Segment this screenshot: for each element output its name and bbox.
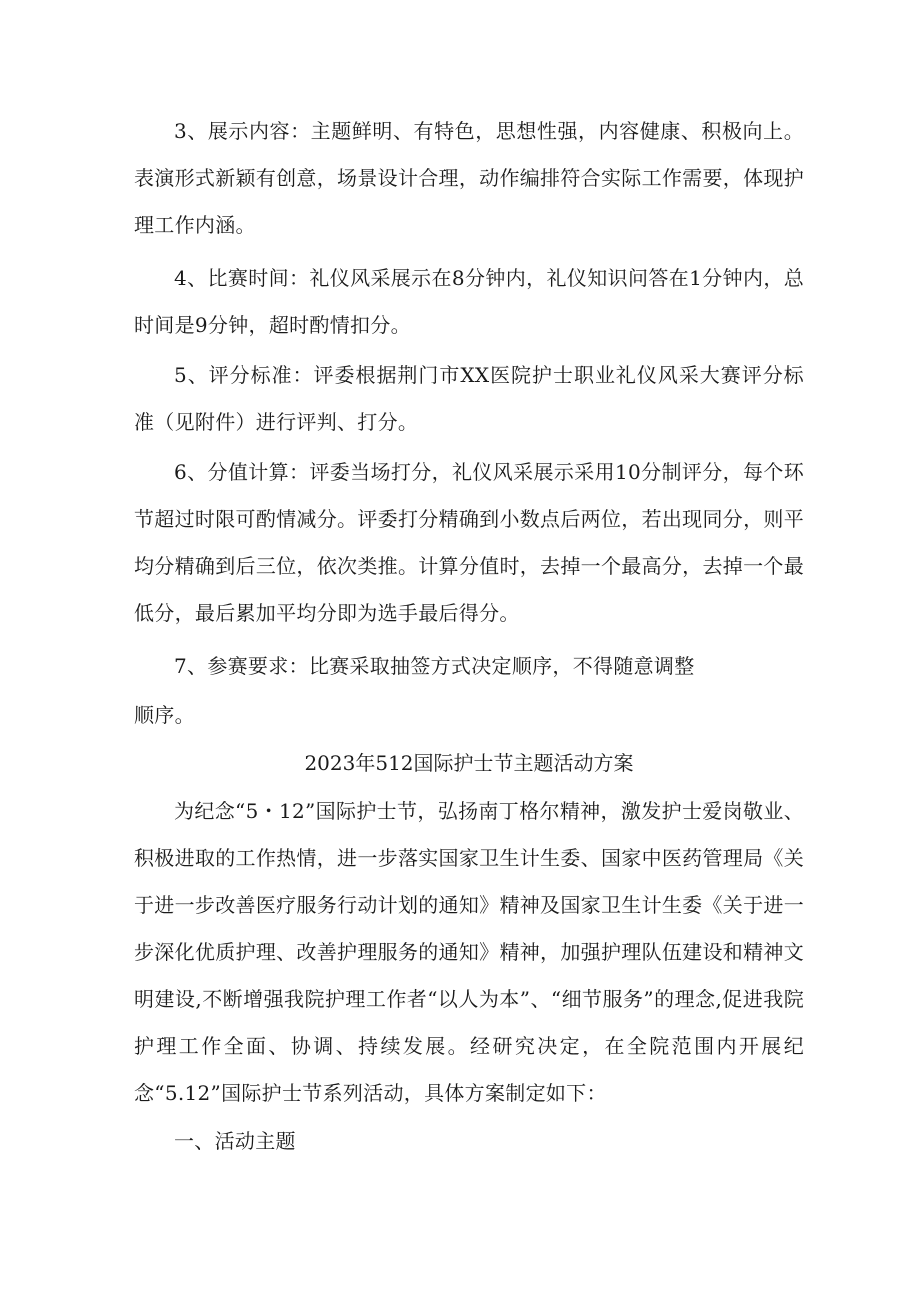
paragraph-scoring-standard: 5、评分标准：评委根据荆门市XX医院护士职业礼仪风采大赛评分标准（见附件）进行评判、打分。 — [134, 363, 804, 434]
document-title: 2023年512国际护士节主题活动方案 — [304, 751, 634, 775]
paragraph-display-content: 3、展示内容：主题鲜明、有特色，思想性强，内容健康、积极向上。表演形式新颖有创意，场景设计合理，动作编排符合实际工作需要，体现护理工作内涵。 — [134, 119, 804, 237]
paragraph-competition-time: 4、比赛时间：礼仪风采展示在8分钟内，礼仪知识问答在1分钟内，总时间是9分钟，超时酌情扣分。 — [134, 266, 804, 337]
paragraph-score-calculation: 6、分值计算：评委当场打分，礼仪风采展示采用10分制评分，每个环节超过时限可酌情减分。评委打分精确到小数点后两位，若出现同分，则平均分精确到后三位，依次类推。计算分值时，去掉一个最高分，去掉一个最低分，最后累加平均分即为选手最后得分。 — [134, 460, 804, 625]
paragraph-intro: 为纪念“5・12”国际护士节，弘扬南丁格尔精神，激发护士爱岗敬业、积极进取的工作热情，进一步落实国家卫生计生委、国家中医药管理局《关于进一步改善医疗服务行动计划的通知》精神及国家卫生计生委《关于进一步深化优质护理、改善护理服务的通知》精神，加强护理队伍建设和精神文明建设,不断增强我院护理工作者“以人为本”、“细节服务”的理念,促进我院护理工作全面、协调、持续发展。经研究决定，在全院范围内开展纪念“5.12”国际护士节系列活动，具体方案制定如下： — [134, 799, 804, 1105]
paragraph-participation-requirements: 7、参赛要求：比赛采取抽签方式决定顺序，不得随意调整 — [174, 654, 695, 678]
paragraph-continuation: 顺序。 — [134, 703, 195, 727]
section-heading: 一、活动主题 — [174, 1129, 296, 1153]
